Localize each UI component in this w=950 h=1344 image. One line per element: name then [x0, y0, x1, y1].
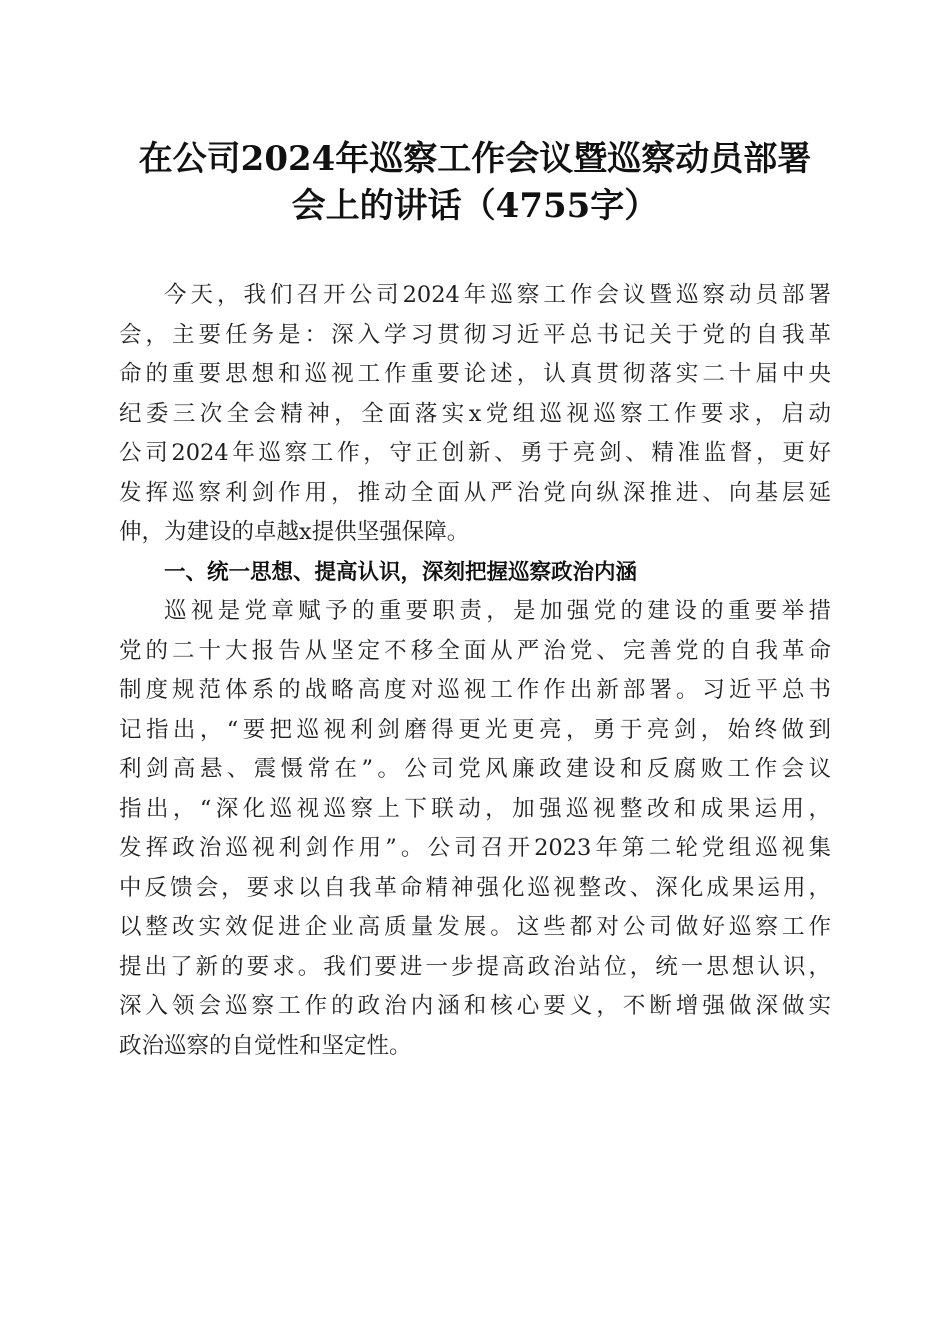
opening-paragraph: [119, 276, 831, 553]
section-paragraph: [119, 592, 831, 1066]
text-line: 中反馈会，要求以自我革命精神强化巡视整改、深化成果运用，: [119, 874, 831, 901]
text-line: 公司2024年巡察工作，守正创新、勇于亮剑、精准监督，更好: [119, 440, 831, 466]
document-body: [119, 276, 831, 1066]
text-line: 命的重要思想和巡视工作重要论述，认真贯彻落实二十届中央: [119, 361, 831, 387]
text-line: 以整改实效促进企业高质量发展。这些都对公司做好巡察工作: [119, 914, 831, 940]
text-line: 巡视是党章赋予的重要职责，是加强党的建设的重要举措: [164, 598, 831, 624]
text-line: 会，主要任务是：深入学习贯彻习近平总书记关于党的自我革: [119, 321, 831, 348]
text-line: 今天，我们召开公司2024年巡察工作会议暨巡察动员部署: [164, 282, 831, 308]
text-line: 党的二十大报告从坚定不移全面从严治党、完善党的自我革命: [119, 637, 831, 664]
text-line: 发挥政治巡视利剑作用”。公司召开2023年第二轮党组巡视集: [119, 835, 831, 861]
text-line: 发挥巡察利剑作用，推动全面从严治党向纵深推进、向基层延: [119, 479, 831, 506]
text-line: 指出，“深化巡视巡察上下联动，加强巡视整改和成果运用，: [119, 795, 831, 822]
title-line-2: 会上的讲话（4755字）: [291, 186, 659, 226]
text-line: 提出了新的要求。我们要进一步提高政治站位，统一思想认识，: [119, 953, 831, 980]
title-line-1: 在公司2024年巡察工作会议暨巡察动员部署: [138, 139, 812, 179]
section-heading: 一、统一思想、提高认识，深刻把握巡察政治内涵: [164, 559, 638, 585]
text-line: 利剑高悬、震慑常在”。公司党风廉政建设和反腐败工作会议: [119, 756, 831, 782]
text-line: 政治巡察的自觉性和坚定性。: [119, 1032, 412, 1059]
text-line: 纪委三次全会精神，全面落实x党组巡视巡察工作要求，启动: [119, 400, 831, 427]
text-line: 制度规范体系的战略高度对巡视工作作出新部署。习近平总书: [119, 677, 831, 703]
text-line: 伸，为建设的卓越x提供坚强保障。: [119, 519, 470, 545]
text-line: 深入领会巡察工作的政治内涵和核心要义，不断增强做深做实: [119, 993, 831, 1019]
document-title: [100, 136, 850, 230]
text-line: 记指出，“要把巡视利剑磨得更光更亮，勇于亮剑，始终做到: [119, 716, 831, 743]
